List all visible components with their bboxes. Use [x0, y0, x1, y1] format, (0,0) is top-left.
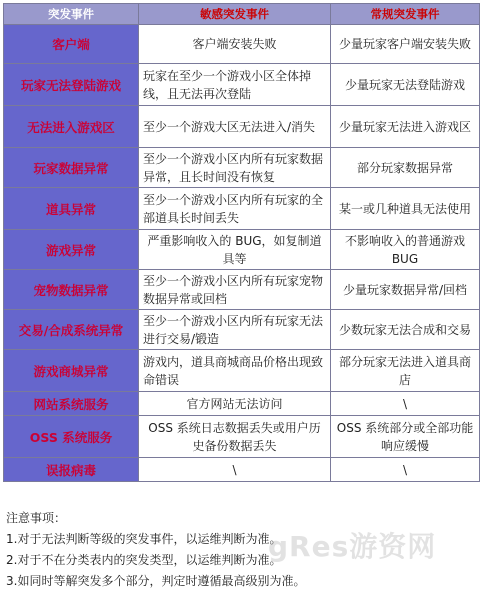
row-normal: 少数玩家无法合成和交易: [331, 310, 480, 350]
row-normal: 部分玩家无法进入道具商店: [331, 350, 480, 392]
table-row: [4, 25, 480, 64]
table-row: [4, 270, 480, 310]
row-normal: \: [331, 392, 480, 416]
row-critical: 官方网站无法访问: [139, 392, 331, 416]
table-row: [4, 416, 480, 458]
row-critical: \: [139, 458, 331, 482]
table-row: [4, 350, 480, 392]
table-row: [4, 230, 480, 270]
row-normal: 少量玩家数据异常/回档: [331, 270, 480, 310]
row-category: 宠物数据异常: [4, 270, 139, 310]
row-critical: 至少一个游戏小区内所有玩家的全部道具长时间丢失: [139, 188, 331, 230]
row-normal: 不影响收入的普通游戏 BUG: [331, 230, 480, 270]
row-normal: 少量玩家客户端安装失败: [331, 25, 480, 64]
row-normal: 少量玩家无法进入游戏区: [331, 106, 480, 148]
note-item: 1.对于无法判断等级的突发事件，以运维判断为准。: [6, 532, 282, 546]
note-item: 3.如同时等解突发多个部分，判定时遵循最高级别为准。: [6, 574, 306, 588]
row-critical: 游戏内，道具商城商品价格出现致命错误: [139, 350, 331, 392]
row-normal: 少量玩家无法登陆游戏: [331, 64, 480, 106]
row-normal: 某一或几种道具无法使用: [331, 188, 480, 230]
row-category: 玩家无法登陆游戏: [4, 64, 139, 106]
row-critical: 严重影响收入的 BUG，如复制道具等: [139, 230, 331, 270]
table-row: [4, 188, 480, 230]
table-header-row: [4, 4, 480, 25]
row-category: 交易/合成系统异常: [4, 310, 139, 350]
row-critical: 玩家在至少一个游戏小区全体掉线，且无法再次登陆: [139, 64, 331, 106]
row-normal: 部分玩家数据异常: [331, 148, 480, 188]
row-category: 客户端: [4, 25, 139, 64]
row-critical: 至少一个游戏小区内所有玩家宠物数据异常或回档: [139, 270, 331, 310]
row-critical: OSS 系统日志数据丢失或用户历史备份数据丢失: [139, 416, 331, 458]
row-category: 道具异常: [4, 188, 139, 230]
table-row: [4, 106, 480, 148]
row-category: 无法进入游戏区: [4, 106, 139, 148]
row-category: 玩家数据异常: [4, 148, 139, 188]
table-row: [4, 148, 480, 188]
row-category: 游戏商城异常: [4, 350, 139, 392]
row-critical: 客户端安装失败: [139, 25, 331, 64]
table-row: [4, 458, 480, 482]
table-row: [4, 392, 480, 416]
table-row: [4, 64, 480, 106]
row-normal: OSS 系统部分或全部功能响应缓慢: [331, 416, 480, 458]
watermark-logo: gRes游资网: [268, 530, 437, 563]
header-critical: 敏感突发事件: [139, 4, 331, 25]
row-normal: \: [331, 458, 480, 482]
notes-title: 注意事项：: [6, 511, 67, 525]
row-critical: 至少一个游戏小区内所有玩家无法进行交易/锻造: [139, 310, 331, 350]
row-category: 游戏异常: [4, 230, 139, 270]
row-category: 误报病毒: [4, 458, 139, 482]
row-critical: 至少一个游戏小区内所有玩家数据异常，且长时间没有恢复: [139, 148, 331, 188]
row-category: OSS 系统服务: [4, 416, 139, 458]
incident-table: [3, 3, 480, 482]
table-row: [4, 310, 480, 350]
row-category: 网站系统服务: [4, 392, 139, 416]
row-critical: 至少一个游戏大区无法进入/消失: [139, 106, 331, 148]
header-incident: 突发事件: [4, 4, 139, 25]
note-item: 2.对于不在分类表内的突发类型，以运维判断为准。: [6, 553, 282, 567]
header-normal: 常规突发事件: [331, 4, 480, 25]
